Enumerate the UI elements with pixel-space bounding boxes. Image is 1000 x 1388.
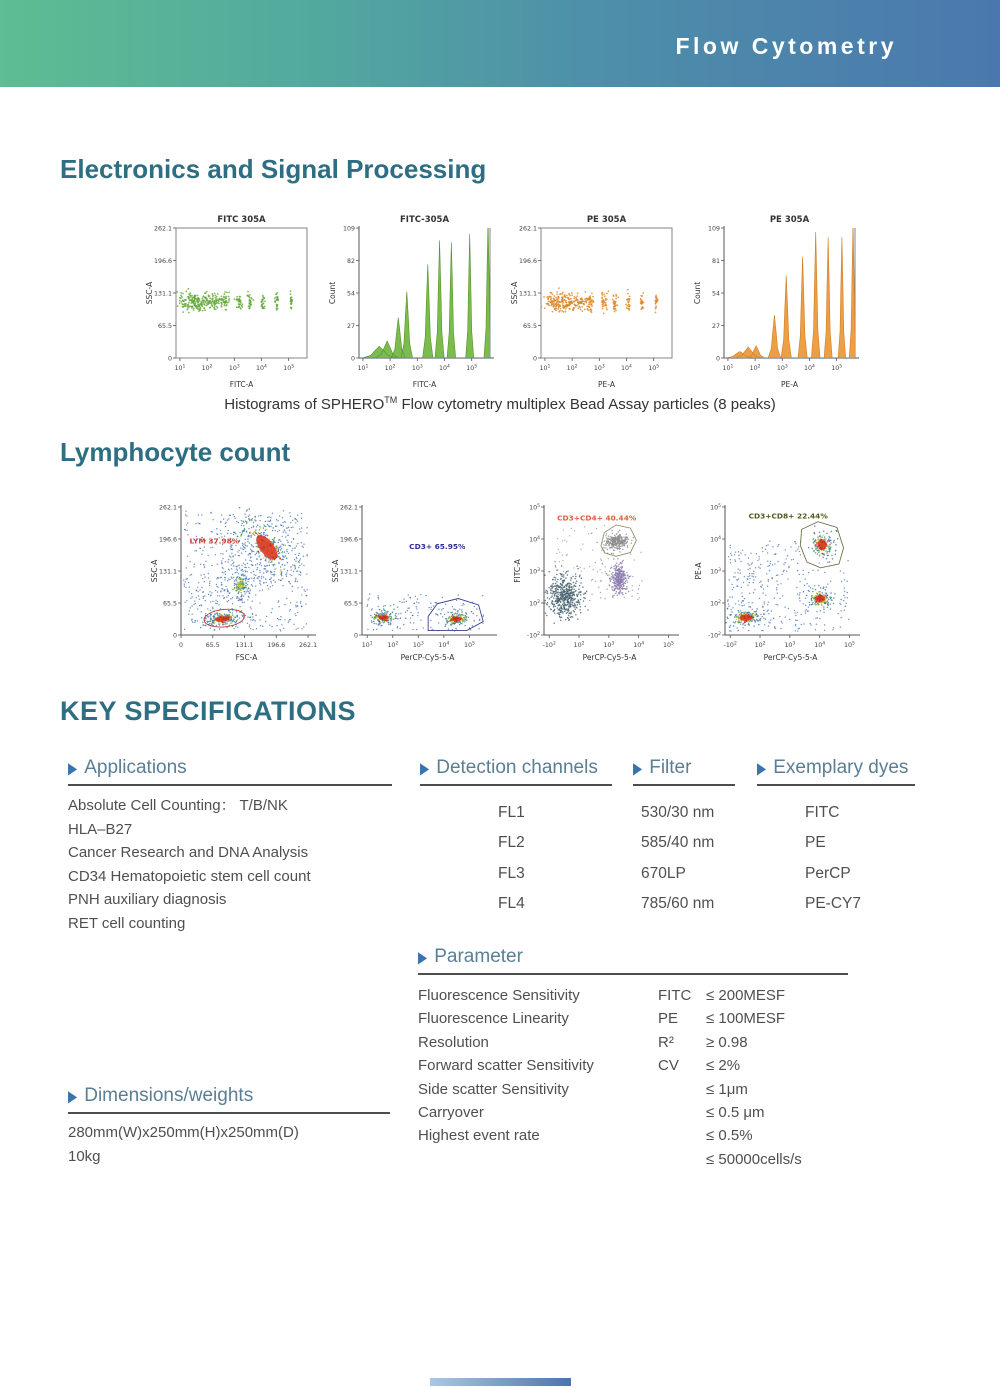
applications-header bbox=[68, 757, 392, 786]
svg-text:FITC-A: FITC-A bbox=[512, 559, 522, 583]
svg-text:0: 0 bbox=[167, 355, 172, 363]
plot-pe-histogram bbox=[693, 212, 863, 390]
svg-text:102: $10^2$ bbox=[201, 364, 213, 372]
svg-text:27: 27 bbox=[346, 322, 355, 330]
plot-cd3-cd4-gate bbox=[513, 497, 685, 663]
lymphocyte-plots-row bbox=[150, 497, 866, 663]
section-title-lymphocyte: Lymphocyte count bbox=[60, 437, 291, 467]
applications-list bbox=[68, 794, 392, 935]
param-symbol bbox=[658, 1148, 706, 1171]
param-name: Resolution bbox=[418, 1033, 489, 1051]
detection-channel-row: FL1 bbox=[498, 804, 525, 821]
plot-fitc-scatter bbox=[145, 212, 315, 390]
param-value: ≤ 2% bbox=[706, 1057, 741, 1075]
parameter-row bbox=[418, 1101, 848, 1124]
svg-text:262.1: 262.1 bbox=[153, 225, 172, 233]
svg-text:102: $10^2$ bbox=[384, 364, 396, 372]
svg-text:131.1: 131.1 bbox=[158, 568, 177, 576]
svg-text:SSC-A: SSC-A bbox=[145, 281, 154, 305]
section-marker-icon: ▶ bbox=[68, 758, 78, 778]
svg-text:105: $10^5$ bbox=[648, 364, 660, 372]
param-name: Side scatter Sensitivity bbox=[418, 1080, 569, 1098]
svg-text:54: 54 bbox=[711, 290, 720, 298]
parameter-row bbox=[418, 1148, 848, 1171]
svg-text:Count: Count bbox=[327, 281, 337, 305]
svg-text:103: $10^3$ bbox=[603, 641, 614, 649]
svg-text:65.5: 65.5 bbox=[523, 322, 538, 330]
param-value: ≤ 0.5 μm bbox=[706, 1104, 765, 1122]
svg-text:131.1: 131.1 bbox=[153, 290, 172, 298]
svg-text:FSC-A: FSC-A bbox=[235, 653, 258, 662]
application-item: Absolute Cell Counting： T/B/NK bbox=[68, 797, 288, 814]
applications-title: Applications bbox=[84, 757, 187, 778]
svg-text:101: $10^1$ bbox=[357, 364, 369, 372]
svg-text:104: $10^4$ bbox=[528, 535, 540, 544]
svg-text:0: 0 bbox=[178, 642, 184, 649]
section-title-key-specifications: KEY SPECIFICATIONS bbox=[60, 696, 357, 726]
svg-text:27: 27 bbox=[711, 322, 720, 330]
svg-text:101: $10^1$ bbox=[539, 364, 551, 372]
svg-text:Count: Count bbox=[692, 281, 702, 305]
page-header-title: Flow Cytometry bbox=[675, 33, 897, 59]
applications-section bbox=[68, 757, 392, 935]
svg-text:262.1: 262.1 bbox=[519, 225, 538, 233]
svg-text:0: 0 bbox=[172, 632, 177, 640]
bead-plots-row bbox=[145, 212, 863, 390]
section-marker-icon: ▶ bbox=[757, 758, 767, 778]
svg-text:-102: $-10^2$ bbox=[526, 631, 540, 640]
dye-row: PerCP bbox=[805, 864, 851, 882]
parameter-row bbox=[418, 1078, 848, 1101]
param-symbol bbox=[658, 1101, 706, 1124]
dimensions-list bbox=[68, 1121, 390, 1168]
svg-text:131.1: 131.1 bbox=[519, 290, 538, 298]
svg-text:82: 82 bbox=[346, 257, 355, 265]
svg-text:FITC-A: FITC-A bbox=[412, 380, 436, 389]
param-symbol: CV bbox=[658, 1057, 679, 1075]
svg-text:103: $10^3$ bbox=[710, 567, 721, 576]
plot-fsc-ssc-density bbox=[150, 497, 322, 663]
dimensions-weights-title: Dimensions/weights bbox=[84, 1085, 254, 1106]
svg-text:65.5: 65.5 bbox=[157, 322, 172, 330]
svg-text:102: $10^2$ bbox=[387, 641, 399, 649]
svg-text:-102: $-10^2$ bbox=[723, 641, 737, 649]
svg-text:101: $10^1$ bbox=[722, 364, 734, 372]
svg-text:PE 305A: PE 305A bbox=[587, 215, 627, 225]
svg-text:65.5: 65.5 bbox=[344, 600, 359, 608]
plot-pe-scatter bbox=[510, 212, 680, 390]
filter-row: 670LP bbox=[641, 864, 686, 882]
application-item: HLA–B27 bbox=[68, 820, 133, 838]
parameter-title: Parameter bbox=[434, 946, 523, 967]
svg-text:262.1: 262.1 bbox=[299, 642, 318, 649]
parameter-row bbox=[418, 1031, 848, 1054]
svg-text:103: $10^3$ bbox=[776, 364, 788, 372]
plot-cd3-cd8-gate bbox=[694, 497, 866, 663]
filter-list bbox=[633, 798, 735, 919]
svg-text:105: $10^5$ bbox=[710, 503, 721, 512]
svg-text:PerCP-Cy5-5-A: PerCP-Cy5-5-A bbox=[582, 653, 637, 662]
svg-text:PE-A: PE-A bbox=[693, 562, 703, 580]
svg-text:102: $10^2$ bbox=[566, 364, 578, 372]
svg-text:109: 109 bbox=[707, 225, 720, 233]
filter-row: 530/30 nm bbox=[641, 804, 715, 821]
figure-caption bbox=[0, 395, 1000, 413]
param-symbol: FITC bbox=[658, 987, 692, 1004]
dye-row: PE bbox=[805, 834, 826, 852]
svg-text:LYM 37.98%: LYM 37.98% bbox=[189, 536, 240, 546]
svg-text:196.6: 196.6 bbox=[519, 257, 538, 265]
svg-text:54: 54 bbox=[346, 290, 355, 298]
caption-text: Histograms of SPHERO bbox=[224, 396, 385, 413]
param-value: ≤ 100MESF bbox=[706, 1010, 786, 1028]
svg-text:PE-A: PE-A bbox=[781, 380, 798, 389]
svg-text:105: $10^5$ bbox=[662, 641, 674, 649]
param-name: Fluorescence Sensitivity bbox=[418, 987, 580, 1004]
param-name bbox=[418, 1148, 658, 1171]
svg-text:65.5: 65.5 bbox=[205, 642, 220, 649]
svg-text:103: $10^3$ bbox=[594, 364, 606, 372]
param-value: ≥ 0.98 bbox=[706, 1033, 748, 1051]
filter-section bbox=[633, 757, 735, 919]
svg-text:196.6: 196.6 bbox=[340, 536, 359, 544]
parameter-section bbox=[418, 946, 848, 1171]
svg-text:103: $10^3$ bbox=[784, 641, 796, 649]
svg-text:262.1: 262.1 bbox=[158, 504, 177, 512]
svg-text:65.5: 65.5 bbox=[162, 600, 177, 608]
parameter-row bbox=[418, 1007, 848, 1030]
dimensions-weights-header bbox=[68, 1085, 390, 1114]
section-marker-icon: ▶ bbox=[68, 1086, 78, 1106]
dye-row: FITC bbox=[805, 804, 840, 821]
svg-text:101: $10^1$ bbox=[174, 364, 186, 372]
caption-text-cont: Flow cytometry multiplex Bead Assay particles (8 peaks) bbox=[397, 396, 776, 413]
parameter-row bbox=[418, 984, 848, 1007]
detection-channel-row: FL4 bbox=[498, 894, 525, 912]
svg-text:105: $10^5$ bbox=[843, 641, 855, 649]
svg-text:104: $10^4$ bbox=[632, 641, 644, 649]
svg-text:-102: $-10^2$ bbox=[707, 631, 721, 640]
exemplary-dyes-header bbox=[757, 757, 915, 786]
param-value: ≤ 1μm bbox=[706, 1080, 748, 1098]
section-title-electronics: Electronics and Signal Processing bbox=[60, 154, 487, 184]
svg-text:PE 305A: PE 305A bbox=[769, 215, 810, 225]
svg-text:103: $10^3$ bbox=[528, 567, 540, 576]
svg-text:131.1: 131.1 bbox=[235, 642, 254, 649]
svg-text:0: 0 bbox=[350, 355, 355, 363]
svg-text:102: $10^2$ bbox=[573, 641, 585, 649]
svg-text:CD3+CD4+ 40.44%: CD3+CD4+ 40.44% bbox=[556, 513, 636, 523]
filter-title: Filter bbox=[649, 757, 692, 778]
detection-channels-section bbox=[420, 757, 612, 919]
svg-text:103: $10^3$ bbox=[411, 364, 423, 372]
section-marker-icon: ▶ bbox=[420, 758, 430, 778]
svg-text:104: $10^4$ bbox=[804, 364, 815, 372]
svg-text:0: 0 bbox=[715, 355, 720, 363]
detection-channels-list bbox=[420, 798, 612, 919]
param-name: Carryover bbox=[418, 1104, 484, 1122]
svg-text:105: $10^5$ bbox=[283, 364, 295, 372]
trademark-superscript: TM bbox=[384, 395, 398, 405]
section-marker-icon: ▶ bbox=[418, 947, 428, 967]
application-item: PNH auxiliary diagnosis bbox=[68, 891, 227, 908]
param-symbol: PE bbox=[658, 1010, 679, 1028]
page-header-band bbox=[0, 0, 1000, 87]
detection-channel-row: FL2 bbox=[498, 834, 525, 852]
svg-text:105: $10^5$ bbox=[465, 364, 477, 372]
svg-text:196.6: 196.6 bbox=[267, 642, 286, 649]
svg-text:SSC-A: SSC-A bbox=[510, 281, 520, 305]
exemplary-dyes-section bbox=[757, 757, 915, 919]
exemplary-dyes-list bbox=[757, 798, 915, 919]
svg-text:0: 0 bbox=[354, 632, 359, 640]
detection-channel-row: FL3 bbox=[498, 864, 525, 882]
svg-text:196.6: 196.6 bbox=[153, 257, 172, 265]
svg-text:0: 0 bbox=[533, 355, 538, 363]
svg-text:SSC-A: SSC-A bbox=[331, 559, 341, 583]
svg-text:105: $10^5$ bbox=[528, 503, 540, 512]
svg-text:104: $10^4$ bbox=[438, 641, 450, 649]
param-value: ≤ 50000cells/s bbox=[706, 1150, 802, 1168]
parameter-header bbox=[418, 946, 848, 975]
param-name: Fluorescence Linearity bbox=[418, 1010, 569, 1028]
svg-text:PerCP-Cy5-5-A: PerCP-Cy5-5-A bbox=[763, 653, 818, 662]
plot-cd3-gate bbox=[331, 497, 503, 663]
svg-text:104: $10^4$ bbox=[710, 535, 721, 544]
application-item: CD34 Hematopoietic stem cell count bbox=[68, 867, 311, 885]
svg-text:104: $10^4$ bbox=[438, 364, 450, 372]
svg-text:102: $10^2$ bbox=[528, 599, 540, 608]
svg-text:102: $10^2$ bbox=[754, 641, 766, 649]
svg-text:102: $10^2$ bbox=[710, 599, 721, 608]
svg-text:105: $10^5$ bbox=[831, 364, 843, 372]
svg-text:104: $10^4$ bbox=[621, 364, 633, 372]
dimensions-weights-section bbox=[68, 1085, 390, 1168]
detection-channels-title: Detection channels bbox=[436, 757, 598, 778]
svg-text:-102: $-10^2$ bbox=[542, 641, 556, 649]
svg-text:FITC-A: FITC-A bbox=[229, 380, 254, 389]
svg-text:SSC-A: SSC-A bbox=[150, 559, 159, 583]
svg-text:PerCP-Cy5-5-A: PerCP-Cy5-5-A bbox=[400, 653, 455, 662]
svg-text:FITC-305A: FITC-305A bbox=[399, 215, 449, 225]
svg-text:103: $10^3$ bbox=[413, 641, 425, 649]
svg-text:196.6: 196.6 bbox=[158, 536, 177, 544]
param-value: ≤ 0.5% bbox=[706, 1127, 753, 1145]
svg-text:103: $10^3$ bbox=[228, 364, 240, 372]
detection-channels-header bbox=[420, 757, 612, 786]
svg-text:PE-A: PE-A bbox=[598, 380, 616, 389]
dye-row: PE-CY7 bbox=[805, 894, 861, 912]
section-marker-icon: ▶ bbox=[633, 758, 643, 778]
svg-text:104: $10^4$ bbox=[256, 364, 267, 372]
dimension-line: 10kg bbox=[68, 1147, 101, 1165]
param-symbol bbox=[658, 1078, 706, 1101]
param-symbol: R² bbox=[658, 1033, 674, 1051]
svg-text:FITC 305A: FITC 305A bbox=[217, 215, 266, 225]
application-item: RET cell counting bbox=[68, 914, 186, 932]
parameter-row bbox=[418, 1054, 848, 1077]
param-value: ≤ 200MESF bbox=[706, 987, 786, 1004]
dimension-line: 280mm(W)x250mm(H)x250mm(D) bbox=[68, 1124, 299, 1141]
parameter-row bbox=[418, 1124, 848, 1147]
svg-text:101: $10^1$ bbox=[362, 641, 374, 649]
svg-text:102: $10^2$ bbox=[749, 364, 761, 372]
param-name: Highest event rate bbox=[418, 1127, 540, 1145]
plot-fitc-histogram bbox=[328, 212, 498, 390]
application-item: Cancer Research and DNA Analysis bbox=[68, 844, 309, 861]
svg-text:262.1: 262.1 bbox=[340, 504, 359, 512]
filter-row: 585/40 nm bbox=[641, 834, 715, 852]
param-name: Forward scatter Sensitivity bbox=[418, 1057, 594, 1075]
svg-text:81: 81 bbox=[711, 257, 720, 265]
param-symbol bbox=[658, 1124, 706, 1147]
svg-text:131.1: 131.1 bbox=[340, 568, 359, 576]
svg-text:109: 109 bbox=[342, 225, 355, 233]
filter-row: 785/60 nm bbox=[641, 894, 715, 912]
footer-accent-bar bbox=[430, 1378, 571, 1386]
svg-text:104: $10^4$ bbox=[814, 641, 826, 649]
svg-text:CD3+ 65.95%: CD3+ 65.95% bbox=[409, 542, 466, 552]
svg-text:105: $10^5$ bbox=[464, 641, 476, 649]
exemplary-dyes-title: Exemplary dyes bbox=[773, 757, 909, 778]
filter-header bbox=[633, 757, 735, 786]
parameter-table bbox=[418, 984, 848, 1171]
